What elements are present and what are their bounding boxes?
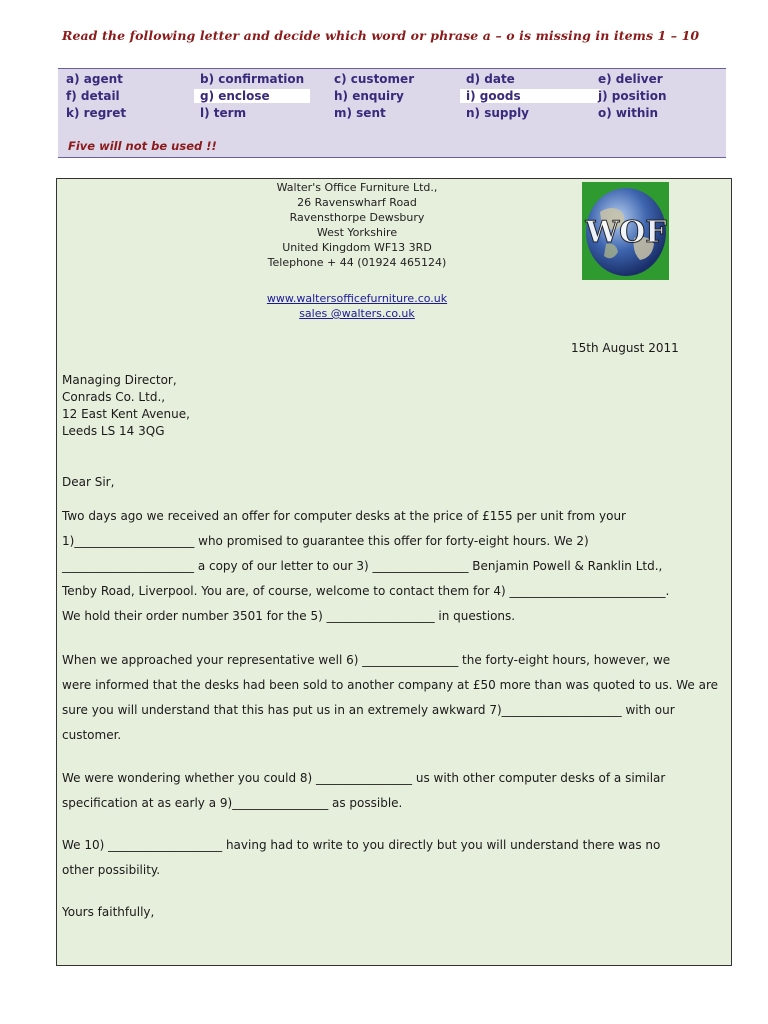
closing: Yours faithfully, bbox=[62, 905, 155, 919]
website-link[interactable]: www.waltersofficefurniture.co.uk bbox=[266, 292, 448, 305]
option-o: o) within bbox=[598, 106, 659, 120]
address-country: United Kingdom WF13 3RD bbox=[282, 241, 432, 254]
body-line: sure you will understand that this has put us in an extremely awkward 7)____________________ with our bbox=[62, 703, 675, 717]
option-e: e) deliver bbox=[598, 72, 663, 86]
option-i: i) goods bbox=[460, 89, 601, 103]
option-a: a) agent bbox=[66, 72, 123, 86]
option-j: j) position bbox=[598, 89, 667, 103]
option-b: b) confirmation bbox=[200, 72, 305, 86]
company-logo bbox=[582, 182, 669, 280]
salutation: Dear Sir, bbox=[62, 475, 115, 489]
option-f: f) detail bbox=[66, 89, 120, 103]
exercise-instruction: Read the following letter and decide which word or phrase a – o is missing in items 1 – 10 bbox=[62, 28, 700, 43]
recipient-line-4: Leeds LS 14 3QG bbox=[62, 424, 165, 438]
body-line: were informed that the desks had been sold to another company at £50 more than was quoted to us. We are bbox=[62, 678, 719, 692]
option-n: n) supply bbox=[466, 106, 530, 120]
option-m: m) sent bbox=[334, 106, 386, 120]
letter-date: 15th August 2011 bbox=[571, 341, 679, 355]
option-k: k) regret bbox=[66, 106, 127, 120]
globe-logo-icon bbox=[582, 182, 669, 280]
letter bbox=[56, 178, 732, 966]
unused-note: Five will not be used !! bbox=[68, 139, 217, 153]
body-line: We 10) ___________________ having had to write to you directly but you will understand there was no bbox=[62, 838, 661, 852]
recipient-line-3: 12 East Kent Avenue, bbox=[62, 407, 190, 421]
logo-lettering: WOF bbox=[585, 215, 667, 250]
address-street: 26 Ravenswharf Road bbox=[297, 196, 417, 209]
option-d: d) date bbox=[466, 72, 515, 86]
option-c: c) customer bbox=[334, 72, 415, 86]
option-g: g) enclose bbox=[194, 89, 310, 103]
body-line: ______________________ a copy of our letter to our 3) ________________ Benjamin Powell & Ranklin Ltd., bbox=[62, 559, 663, 573]
company-phone: Telephone + 44 (01924 465124) bbox=[267, 256, 447, 269]
body-line: other possibility. bbox=[62, 863, 161, 877]
email-link[interactable]: sales @walters.co.uk bbox=[299, 307, 415, 320]
recipient-line-2: Conrads Co. Ltd., bbox=[62, 390, 166, 404]
body-line: Tenby Road, Liverpool. You are, of course, welcome to contact them for 4) __________________________. bbox=[62, 584, 670, 598]
company-name: Walter's Office Furniture Ltd., bbox=[276, 181, 438, 194]
recipient-line-1: Managing Director, bbox=[62, 373, 177, 387]
body-line: We hold their order number 3501 for the 5) __________________ in questions. bbox=[62, 609, 516, 623]
word-options-box bbox=[58, 68, 726, 158]
body-line: 1)____________________ who promised to guarantee this offer for forty-eight hours. We 2) bbox=[62, 534, 589, 548]
body-line: We were wondering whether you could 8) ________________ us with other computer desks of a similar bbox=[62, 771, 666, 785]
body-line: specification at as early a 9)________________ as possible. bbox=[62, 796, 403, 810]
body-line: When we approached your representative well 6) ________________ the forty-eight hours, however, we bbox=[62, 653, 671, 667]
body-line: customer. bbox=[62, 728, 122, 742]
option-h: h) enquiry bbox=[334, 89, 404, 103]
option-l: l) term bbox=[200, 106, 247, 120]
address-area: Ravensthorpe Dewsbury bbox=[289, 211, 425, 224]
body-line: Two days ago we received an offer for computer desks at the price of £155 per unit from your bbox=[62, 509, 626, 523]
address-county: West Yorkshire bbox=[316, 226, 398, 239]
